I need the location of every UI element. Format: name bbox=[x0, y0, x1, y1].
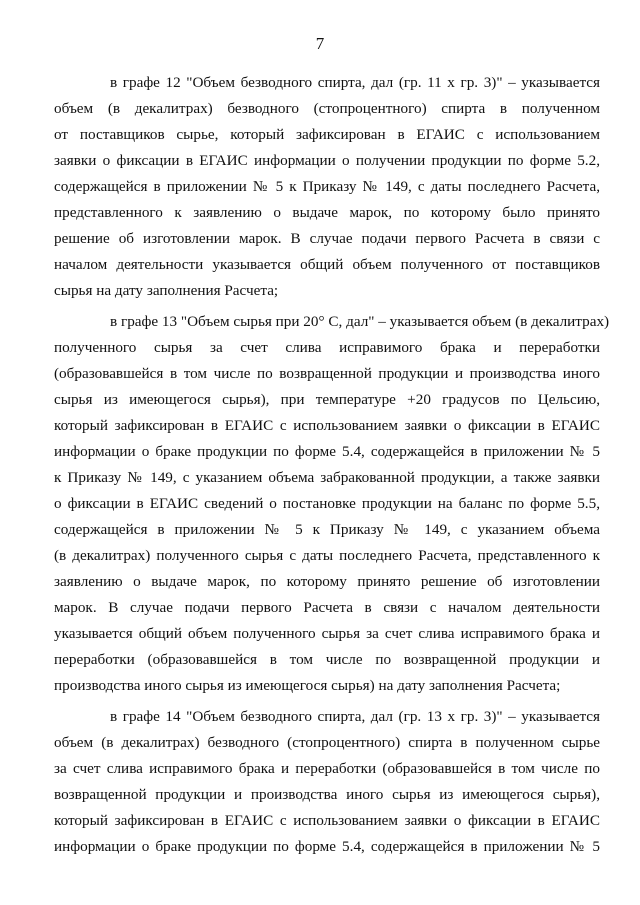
text-line: в графе 12 "Объем безводного спирта, дал (гр. 11 х гр. 3)" – указывается bbox=[110, 74, 600, 91]
text-line: информации о браке продукции по форме 5.4, содержащейся в приложении № 5 bbox=[54, 838, 600, 855]
text-line: (образовавшейся в том числе по возвращенной продукции и производства иного bbox=[54, 365, 600, 382]
paragraph-column-14 bbox=[54, 704, 600, 860]
paragraph-column-12 bbox=[54, 70, 600, 304]
text-line: началом деятельности указывается общий объем полученного от поставщиков bbox=[54, 256, 600, 273]
paragraph-column-13 bbox=[54, 309, 610, 699]
text-line: за счет слива исправимого брака и переработки (образовавшейся в том числе по bbox=[54, 760, 600, 777]
text-line: указывается общий объем полученного сырья за счет слива исправимого брака и bbox=[54, 625, 600, 642]
text-line: (в декалитрах) полученного сырья с даты последнего Расчета, представленного к bbox=[54, 547, 600, 564]
text-line: который зафиксирован в ЕГАИС с использованием заявки о фиксации в ЕГАИС bbox=[54, 812, 600, 829]
text-line: сырья из имеющегося сырья), при температуре +20 градусов по Цельсию, bbox=[54, 391, 600, 408]
text-line: в графе 13 "Объем сырья при 20° С, дал" – указывается объем (в декалитрах) bbox=[110, 313, 610, 330]
text-line: возвращенной продукции и производства иного сырья из имеющегося сырья), bbox=[54, 786, 600, 803]
text-line: решение об изготовлении марок. В случае подачи первого Расчета в связи с bbox=[54, 230, 600, 247]
text-line: марок. В случае подачи первого Расчета в связи с началом деятельности bbox=[54, 599, 600, 616]
text-line: представленного к заявлению о выдаче марок, по которому было принято bbox=[54, 204, 600, 221]
text-line: заявлению о выдаче марок, по которому принято решение об изготовлении bbox=[54, 573, 600, 590]
text-line: сырья на дату заполнения Расчета; bbox=[54, 282, 279, 299]
text-line: переработки (образовавшейся в том числе по возвращенной продукции и bbox=[54, 651, 600, 668]
text-line: информации о браке продукции по форме 5.4, содержащейся в приложении № 5 bbox=[54, 443, 600, 460]
text-line: к Приказу № 149, с указанием объема забракованной продукции, а также заявки bbox=[54, 469, 600, 486]
text-line: содержащейся в приложении № 5 к Приказу № 149, с указанием объема bbox=[54, 521, 600, 538]
page-number: 7 bbox=[315, 34, 325, 53]
text-line: объем (в декалитрах) безводного (стопроцентного) спирта в полученном bbox=[54, 100, 600, 117]
text-line: от поставщиков сырье, который зафиксирован в ЕГАИС с использованием bbox=[54, 126, 600, 143]
text-line: заявки о фиксации в ЕГАИС информации о получении продукции по форме 5.2, bbox=[54, 152, 600, 169]
text-line: в графе 14 "Объем безводного спирта, дал (гр. 13 х гр. 3)" – указывается bbox=[110, 708, 600, 725]
text-line: о фиксации в ЕГАИС сведений о постановке продукции на баланс по форме 5.5, bbox=[54, 495, 600, 512]
document-body bbox=[54, 70, 610, 860]
text-line: содержащейся в приложении № 5 к Приказу № 149, с даты последнего Расчета, bbox=[54, 178, 600, 195]
text-line: объем (в декалитрах) безводного (стопроцентного) спирта в полученном сырье bbox=[54, 734, 600, 751]
text-line: который зафиксирован в ЕГАИС с использованием заявки о фиксации в ЕГАИС bbox=[54, 417, 600, 434]
text-line: полученного сырья за счет слива исправимого брака и переработки bbox=[54, 339, 600, 356]
text-line: производства иного сырья из имеющегося сырья) на дату заполнения Расчета; bbox=[54, 677, 561, 694]
